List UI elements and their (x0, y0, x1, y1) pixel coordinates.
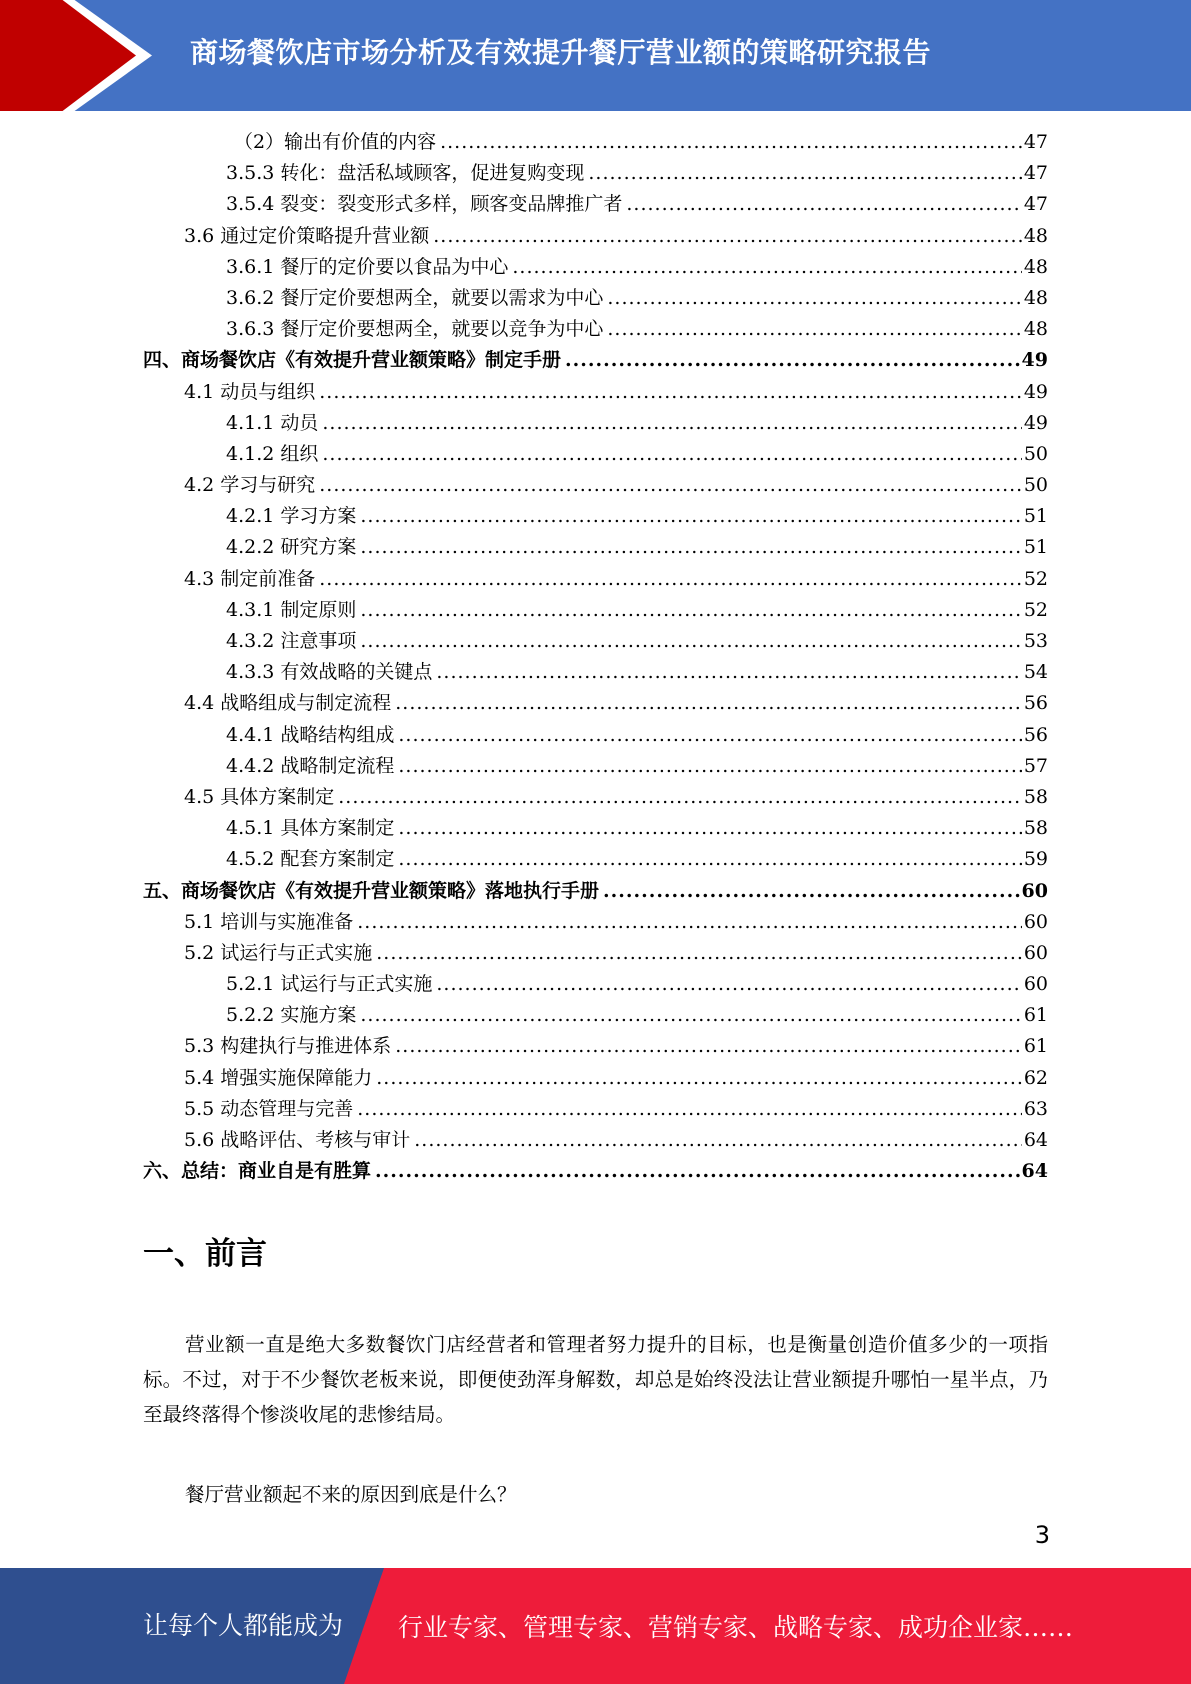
report-title: 商场餐饮店市场分析及有效提升餐厅营业额的策略研究报告 (190, 36, 932, 69)
toc-entry-page: 56 (1023, 723, 1048, 746)
toc-entry[interactable] (143, 1094, 1048, 1125)
toc-dot-leader (360, 626, 1021, 657)
toc-entry[interactable] (143, 907, 1048, 938)
toc-entry-label: 4.2.1 学习方案 (226, 505, 357, 528)
toc-entry-label: 4.1.1 动员 (226, 411, 319, 434)
toc-entry-label: 3.6.1 餐厅的定价要以食品为中心 (226, 255, 509, 278)
toc-dot-leader (319, 377, 1022, 408)
toc-entry-page: 63 (1023, 1097, 1048, 1120)
toc-entry-label: 4.1 动员与组织 (184, 380, 316, 403)
toc-entry[interactable] (143, 532, 1048, 563)
footer-slogan-right: 行业专家、管理专家、营销专家、战略专家、成功企业家…… (398, 1613, 1074, 1642)
toc-entry-label: 5.5 动态管理与完善 (184, 1097, 354, 1120)
toc-dot-leader (338, 782, 1022, 813)
toc-entry-page: 53 (1023, 630, 1048, 652)
toc-entry-label: 4.5.1 具体方案制定 (226, 817, 395, 840)
toc-entry-label: 4.3.1 制定原则 (226, 598, 357, 621)
body-paragraph: 营业额一直是绝大多数餐饮门店经营者和管理者努力提升的目标，也是衡量创造价值多少的一项指标。不过，对于不少餐饮老板来说，即便使劲浑身解数，却总是始终没法让营业额提升哪怕一星半点，乃至最终落得个惨淡收尾的悲惨结局。 (143, 1333, 1048, 1426)
toc-entry[interactable] (143, 314, 1048, 345)
toc-entry-label: 4.3.2 注意事项 (226, 630, 357, 652)
toc-entry-page: 48 (1023, 255, 1048, 278)
toc-entry-label: 4.4.2 战略制定流程 (226, 754, 395, 777)
toc-entry[interactable] (143, 470, 1048, 501)
toc-entry-label: 5.6 战略评估、考核与审计 (184, 1129, 411, 1151)
page-header (0, 0, 1191, 111)
toc-entry-label: 3.6.3 餐厅定价要想两全，就要以竞争为中心 (226, 318, 604, 341)
toc-dot-leader (360, 1000, 1021, 1031)
toc-entry-label: （2）输出有价值的内容 (234, 131, 437, 153)
toc-entry-page: 48 (1023, 224, 1048, 247)
toc-entry[interactable] (143, 564, 1048, 595)
toc-entry-label: 4.2.2 研究方案 (226, 536, 357, 559)
toc-entry-page: 60 (1023, 941, 1048, 964)
toc-entry[interactable] (143, 439, 1048, 470)
toc-entry-page: 58 (1023, 785, 1048, 808)
toc-entry-page: 50 (1023, 474, 1048, 497)
toc-dot-leader (376, 1063, 1022, 1094)
toc-entry[interactable] (143, 1063, 1048, 1094)
toc-dot-leader (398, 720, 1021, 751)
toc-entry[interactable] (143, 377, 1048, 408)
toc-entry[interactable] (143, 221, 1048, 252)
toc-dot-leader (433, 221, 1022, 252)
toc-entry[interactable] (143, 720, 1048, 751)
toc-entry-page: 64 (1023, 1129, 1048, 1151)
toc-entry-label: 4.3.3 有效战略的关键点 (226, 661, 433, 684)
toc-dot-leader (414, 1125, 1022, 1156)
toc-entry-page: 61 (1023, 1004, 1048, 1027)
toc-entry-label: 4.4.1 战略结构组成 (226, 723, 395, 746)
toc-entry[interactable] (143, 189, 1048, 220)
toc-entry[interactable] (143, 1031, 1048, 1062)
toc-entry-label: 5.1 培训与实施准备 (184, 910, 354, 933)
toc-dot-leader (360, 595, 1021, 626)
toc-entry-label: 5.2.2 实施方案 (226, 1004, 357, 1027)
toc-entry-page: 47 (1023, 193, 1048, 216)
toc-entry-page: 56 (1023, 692, 1048, 715)
page-footer (0, 1568, 1191, 1684)
header-red-arrow (0, 0, 136, 111)
toc-entry[interactable] (143, 969, 1048, 1000)
toc-dot-leader (398, 813, 1021, 844)
toc-entry-label: 4.3 制定前准备 (184, 567, 316, 590)
toc-entry[interactable] (143, 626, 1048, 657)
toc-dot-leader (398, 751, 1021, 782)
toc-entry-page: 52 (1023, 598, 1048, 621)
toc-entry-label: 5.4 增强实施保障能力 (184, 1066, 373, 1089)
toc-dot-leader (436, 657, 1021, 688)
toc-entry-label: 3.6 通过定价策略提升营业额 (184, 224, 430, 247)
toc-entry-page: 62 (1023, 1066, 1048, 1089)
toc-entry-page: 51 (1023, 505, 1048, 528)
toc-entry-label: 4.5.2 配套方案制定 (226, 848, 395, 871)
toc-dot-leader (512, 252, 1021, 283)
toc-dot-leader (319, 470, 1022, 501)
toc-dot-leader (322, 439, 1021, 470)
toc-entry[interactable] (143, 283, 1048, 314)
toc-entry-label: 四、商场餐饮店《有效提升营业额策略》制定手册 (143, 349, 562, 372)
toc-dot-leader (357, 907, 1022, 938)
toc-entry[interactable] (143, 751, 1048, 782)
toc-entry-page: 58 (1023, 817, 1048, 840)
toc-entry-page: 47 (1023, 162, 1048, 185)
toc-entry[interactable] (143, 345, 1048, 376)
toc-dot-leader (588, 158, 1021, 189)
toc-entry[interactable] (143, 408, 1048, 439)
toc-dot-leader (395, 688, 1022, 719)
toc-entry-label: 3.6.2 餐厅定价要想两全，就要以需求为中心 (226, 286, 604, 309)
toc-entry-page: 64 (1021, 1160, 1048, 1183)
toc-dot-leader (436, 969, 1021, 1000)
toc-entry[interactable] (143, 813, 1048, 844)
toc-dot-leader (376, 938, 1022, 969)
toc-entry-label: 5.2 试运行与正式实施 (184, 941, 373, 964)
toc-dot-leader (375, 1156, 1020, 1187)
toc-entry-page: 59 (1023, 848, 1048, 871)
toc-entry-page: 50 (1023, 442, 1048, 465)
toc-entry-label: 六、总结：商业自是有胜算 (143, 1160, 372, 1183)
toc-entry-page: 54 (1023, 661, 1048, 684)
toc-entry[interactable] (143, 688, 1048, 719)
toc-entry[interactable] (143, 595, 1048, 626)
toc-entry[interactable] (143, 501, 1048, 532)
toc-dot-leader (607, 314, 1021, 345)
toc-dot-leader (319, 564, 1022, 595)
toc-dot-leader (398, 844, 1021, 875)
footer-slogan-left: 让每个人都能成为 (143, 1611, 344, 1640)
toc-entry-page: 49 (1023, 411, 1048, 434)
toc-entry-page: 52 (1023, 567, 1048, 590)
toc-dot-leader (360, 532, 1021, 563)
toc-dot-leader (607, 283, 1021, 314)
toc-entry-page: 51 (1023, 536, 1048, 559)
toc-entry[interactable] (143, 1156, 1048, 1187)
toc-entry[interactable] (143, 127, 1048, 158)
table-of-contents (143, 127, 1048, 1187)
toc-entry-page: 60 (1023, 910, 1048, 933)
section-heading: 一、前言 (143, 1236, 267, 1272)
toc-dot-leader (603, 876, 1020, 907)
toc-entry-page: 60 (1023, 973, 1048, 996)
toc-entry[interactable] (143, 657, 1048, 688)
body-paragraph: 餐厅营业额起不来的原因到底是什么？ (185, 1483, 517, 1506)
toc-entry-label: 5.2.1 试运行与正式实施 (226, 973, 433, 996)
toc-entry-label: 4.5 具体方案制定 (184, 785, 335, 808)
toc-entry-label: 3.5.3 转化：盘活私域顾客，促进复购变现 (226, 162, 585, 185)
toc-entry-page: 49 (1021, 349, 1048, 372)
toc-dot-leader (322, 408, 1021, 439)
toc-entry-label: 五、商场餐饮店《有效提升营业额策略》落地执行手册 (143, 879, 600, 902)
toc-dot-leader (395, 1031, 1022, 1062)
toc-entry-page: 48 (1023, 318, 1048, 341)
toc-dot-leader (440, 127, 1022, 158)
toc-entry-page: 61 (1023, 1035, 1048, 1058)
toc-entry-page: 49 (1023, 380, 1048, 403)
toc-entry-label: 3.5.4 裂变：裂变形式多样，顾客变品牌推广者 (226, 193, 623, 216)
toc-entry[interactable] (143, 252, 1048, 283)
toc-dot-leader (626, 189, 1021, 220)
toc-entry[interactable] (143, 938, 1048, 969)
toc-entry[interactable] (143, 1125, 1048, 1156)
toc-entry-page: 57 (1023, 754, 1048, 777)
toc-entry-label: 4.1.2 组织 (226, 442, 319, 465)
toc-entry[interactable] (143, 876, 1048, 907)
toc-entry[interactable] (143, 782, 1048, 813)
toc-entry-page: 60 (1021, 879, 1048, 902)
toc-dot-leader (357, 1094, 1022, 1125)
toc-entry-label: 4.2 学习与研究 (184, 474, 316, 497)
toc-entry-label: 5.3 构建执行与推进体系 (184, 1035, 392, 1058)
toc-dot-leader (565, 345, 1020, 376)
toc-entry-label: 4.4 战略组成与制定流程 (184, 692, 392, 715)
page-number: 3 (1034, 1521, 1050, 1549)
toc-entry[interactable] (143, 158, 1048, 189)
toc-entry-page: 48 (1023, 286, 1048, 309)
toc-entry[interactable] (143, 844, 1048, 875)
toc-entry[interactable] (143, 1000, 1048, 1031)
toc-dot-leader (360, 501, 1021, 532)
toc-entry-page: 47 (1023, 131, 1048, 153)
